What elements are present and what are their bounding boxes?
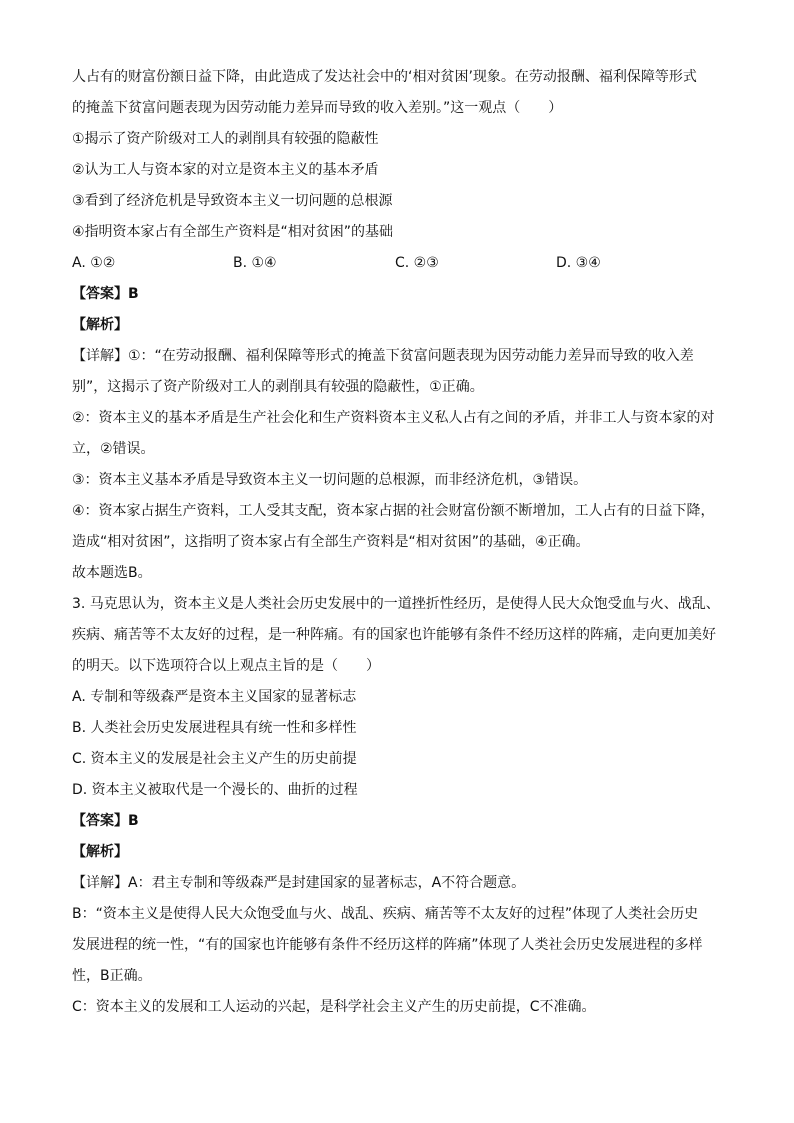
question-2-option-d: D. ③④ xyxy=(556,255,601,271)
question-2-detail-line-7: 造成“相对贫困”，这指明了资本家占有全部生产资料是“相对贫困”的基础，④正确。 xyxy=(72,534,590,550)
question-2-conclusion: 故本题选B。 xyxy=(72,565,152,581)
question-3-option-b: B. 人类社会历史发展进程具有统一性和多样性 xyxy=(72,720,357,736)
question-3-option-c: C. 资本主义的发展是社会主义产生的历史前提 xyxy=(72,751,357,767)
question-2-detail-line-5: ③：资本主义基本矛盾是导致资本主义一切问题的总根源，而非经济危机，③错误。 xyxy=(72,472,588,488)
question-3-detail-line-1: 【详解】A：君主专制和等级森严是封建国家的显著标志，A不符合题意。 xyxy=(72,875,526,891)
question-3-option-a: A. 专制和等级森严是资本主义国家的显著标志 xyxy=(72,689,357,705)
question-3-detail-line-5: C：资本主义的发展和工人运动的兴起，是科学社会主义产生的历史前提，C不准确。 xyxy=(72,999,596,1015)
question-3-stem-line-3: 的明天。以下选项符合以上观点主旨的是（ ） xyxy=(72,658,380,674)
question-3-answer: 【答案】B xyxy=(72,813,139,829)
question-2-option-a: A. ①② xyxy=(72,255,116,271)
question-3-detail-line-4: 性，B正确。 xyxy=(72,968,152,984)
question-3-analysis-label: 【解析】 xyxy=(72,844,128,860)
question-2-statement-2: ②认为工人与资本家的对立是资本主义的基本矛盾 xyxy=(72,162,379,178)
question-2-statement-4: ④指明资本家占有全部生产资料是“相对贫困”的基础 xyxy=(72,224,394,240)
question-2-detail-line-1: 【详解】①：“在劳动报酬、福利保障等形式的掩盖下贫富问题表现为因劳动能力差异而导致的收入差 xyxy=(72,348,694,364)
question-2-option-b: B. ①④ xyxy=(233,255,277,271)
page-content xyxy=(72,62,724,1023)
question-2-statement-1: ①揭示了资产阶级对工人的剥削具有较强的隐蔽性 xyxy=(72,131,379,147)
question-2-option-c: C. ②③ xyxy=(395,255,439,271)
question-3-stem-line-1: 3. 马克思认为，资本主义是人类社会历史发展中的一道挫折性经历，是使得人民大众饱受血与火、战乱、 xyxy=(72,596,720,612)
question-2-stem-line-2: 的掩盖下贫富问题表现为因劳动能力差异而导致的收入差别。”这一观点（ ） xyxy=(72,100,563,116)
question-3-detail-line-2: B：“资本主义是使得人民大众饱受血与火、战乱、疾病、痛苦等不太友好的过程”体现了人类社会历史 xyxy=(72,906,699,922)
question-2-detail-line-2: 别”，这揭示了资产阶级对工人的剥削具有较强的隐蔽性，①正确。 xyxy=(72,379,484,395)
question-3-stem-line-2: 疾病、痛苦等不太友好的过程，是一种阵痛。有的国家也许能够有条件不经历这样的阵痛，走向更加美好 xyxy=(72,627,716,643)
question-2-stem-line-1: 人占有的财富份额日益下降，由此造成了发达社会中的‘相对贫困’现象。在劳动报酬、福利保障等形式 xyxy=(72,69,697,85)
question-2-statement-3: ③看到了经济危机是导致资本主义一切问题的总根源 xyxy=(72,193,393,209)
question-2-answer: 【答案】B xyxy=(72,286,139,302)
question-2-options xyxy=(72,248,724,279)
question-2-analysis-label: 【解析】 xyxy=(72,317,128,333)
question-2-detail-line-3: ②：资本主义的基本矛盾是生产社会化和生产资料资本主义私人占有之间的矛盾，并非工人与资本家的对 xyxy=(72,410,715,426)
question-2-detail-line-6: ④：资本家占据生产资料，工人受其支配，资本家占据的社会财富份额不断增加，工人占有的日益下降， xyxy=(72,503,715,519)
question-3-detail-line-3: 发展进程的统一性，“有的国家也许能够有条件不经历这样的阵痛”体现了人类社会历史发展进程的多样 xyxy=(72,937,703,953)
question-2-detail-line-4: 立，②错误。 xyxy=(72,441,155,457)
question-3-option-d: D. 资本主义被取代是一个漫长的、曲折的过程 xyxy=(72,782,358,798)
